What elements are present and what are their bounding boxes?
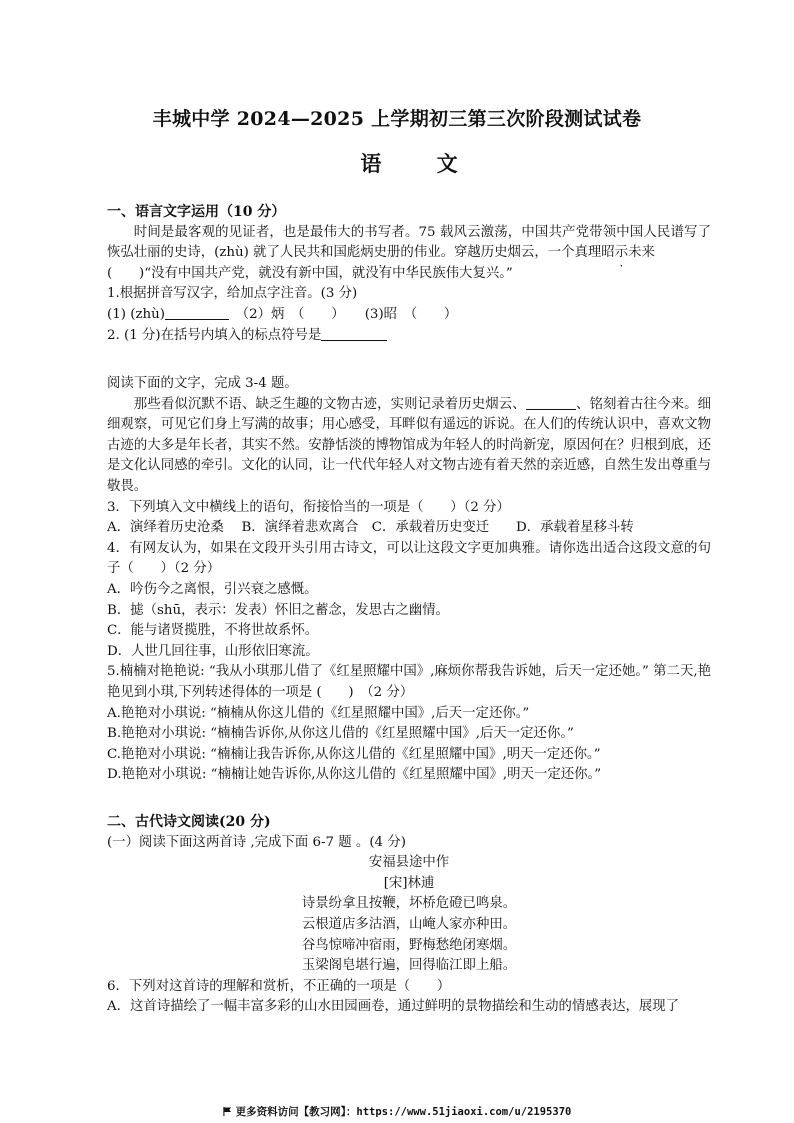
section-two-heading: 二、古代诗文阅读(20 分) (107, 814, 271, 830)
question-4-option-c: C．能与诸贤揽胜，不将世故系怀。 (107, 623, 319, 639)
section-one-passage (107, 223, 711, 264)
exam-title: 丰城中学 2024—2025 上学期初三第三次阶段测试试卷 (152, 108, 642, 130)
flag-icon (223, 1107, 232, 1116)
subject-title: 语 文 (360, 151, 482, 176)
poem-line: 玉梁阁皂堪行遍，回得临江即上船。 (301, 958, 517, 974)
q1-item-3: (3)昭 （ ） (364, 306, 458, 322)
question-2 (107, 326, 711, 347)
poem-line: 谷鸟惊啼冲宿雨，野梅愁绝闭寒烟。 (301, 937, 517, 953)
answer-blank[interactable] (321, 326, 387, 341)
question-4-option-d: D．人世几回往事，山形依旧寒流。 (107, 643, 319, 659)
dotted-char-zhao: 昭 (601, 245, 615, 261)
reading-intro: 阅读下面的文字，完成 3-4 题。 (107, 376, 298, 391)
question-5-option-c: C.艳艳对小琪说: “楠楠让我告诉你,从你这儿借的《红星照耀中国》,明天一定还你。” (107, 746, 601, 762)
question-5: 5.楠楠对艳艳说: “我从小琪那儿借了《红星照耀中国》,麻烦你帮我告诉她，后天一定还她。” 第二天,艳艳见到小琪,下列转述得体的一项是 ( ) （2 分） (107, 664, 711, 700)
poem-author: [宋]林逋 (383, 875, 435, 891)
passage-text: 、铭刻着古往今来。细细观察，可见它们身上写满的故事；用心感受，耳畔似有遥远的诉说。在人们的传统认识中，喜欢文物古迹的大多是年长者，其实不然。安静恬淡的博物馆成为年轻人的时尚新宠，原因何在？归根到底，还是文化认同感的牵引。文化的认同，让一代代年轻人对文物古迹有着天然的亲近感，自然生发出尊重与敬畏。 (107, 396, 712, 494)
question-6: 6．下列对这首诗的理解和赏析，不正确的一项是（ ） (107, 978, 451, 994)
poem-line: 诗景纷拿且按鞭，坏桥危磴已鸣泉。 (301, 896, 517, 912)
poem-title: 安福县途中作 (368, 855, 450, 871)
question-4-option-a: A．吟伤今之离恨，引兴衰之感慨。 (107, 581, 318, 597)
reading-passage (107, 395, 711, 498)
footer-link[interactable] (0, 1104, 794, 1119)
section-two-sub: (一）阅读下面这两首诗 ,完成下面 6-7 题 。(4 分) (107, 834, 406, 850)
section-two (107, 812, 711, 1018)
passage-quote-line: ( )“没有中国共产党，就没有新中国，就没有中华民族伟大复兴。” (107, 265, 513, 281)
dotted-char-bing: 炳 (360, 245, 374, 261)
question-1: 1.根据拼音写汉字，给加点字注音。(3 分) (107, 286, 358, 302)
passage-text: 史册的伟业。穿越历史烟云，一个真理 (373, 245, 602, 261)
q1-item-2: （2）炳 （ ） (242, 306, 338, 322)
answer-blank[interactable] (526, 395, 576, 410)
question-5-option-d: D.艳艳对小琪说: “楠楠让她告诉你,从你这儿借的《红星照耀中国》,明天一定还你。” (107, 767, 602, 783)
passage-text: 那些看似沉默不语、缺乏生趣的文物古迹，实则记录着历史烟云、 (133, 396, 526, 412)
question-1-items (107, 305, 711, 326)
section-one (107, 202, 711, 346)
question-4: 4．有网友认为，如果在文段开头引用古诗文，可以让这段文字更加典雅。请你选出适合这段文意的句子（ ）（2 分） (107, 540, 711, 577)
question-3: 3．下列填入文中横线上的语句，衔接恰当的一项是（ ）（2 分） (107, 499, 510, 515)
question-3-options: A．演绎着历史沧桑 B．演绎着悲欢离合 C．承载着历史变迁 D．承载着星移斗转 (107, 520, 634, 536)
passage-text: 时间是最客观的见证者，也是最伟大的书写者。75 载风云激荡，中国共产党带领中国人民谱写了恢弘壮丽的史诗，(zhù) 就了人民共和国彪 (107, 224, 711, 261)
passage-text: 示未来 (614, 245, 655, 261)
question-6-option-a: A．这首诗描绘了一幅丰富多彩的山水田园画卷，通过鲜明的景物描绘和生动的情感表达，展现了 (107, 999, 680, 1015)
question-2-text: 2. (1 分)在括号内填入的标点符号是 (107, 327, 322, 343)
question-5-option-b: B.艳艳对小琪说: “楠楠告诉你,从你这儿借的《红星照耀中国》,后天一定还你。” (107, 726, 574, 742)
question-5-option-a: A.艳艳对小琪说: “楠楠从你这儿借的《红星照耀中国》,后天一定还你。” (107, 705, 530, 721)
answer-blank[interactable] (165, 305, 229, 320)
section-one-heading: 一、语言文字运用（10 分） (107, 204, 286, 220)
q1-item-1: (1) (zhù) (107, 306, 165, 322)
question-4-option-b: B．摅（shū，表示：发表）怀旧之蓄念，发思古之幽情。 (107, 602, 449, 618)
poem-line: 云根道店多沽酒，山崦人家亦种田。 (301, 916, 517, 932)
footer-text: 更多资料访问【教习网】：https://www.51jiaoxi.com/u/2195370 (235, 1106, 572, 1118)
reading-section (107, 374, 711, 786)
